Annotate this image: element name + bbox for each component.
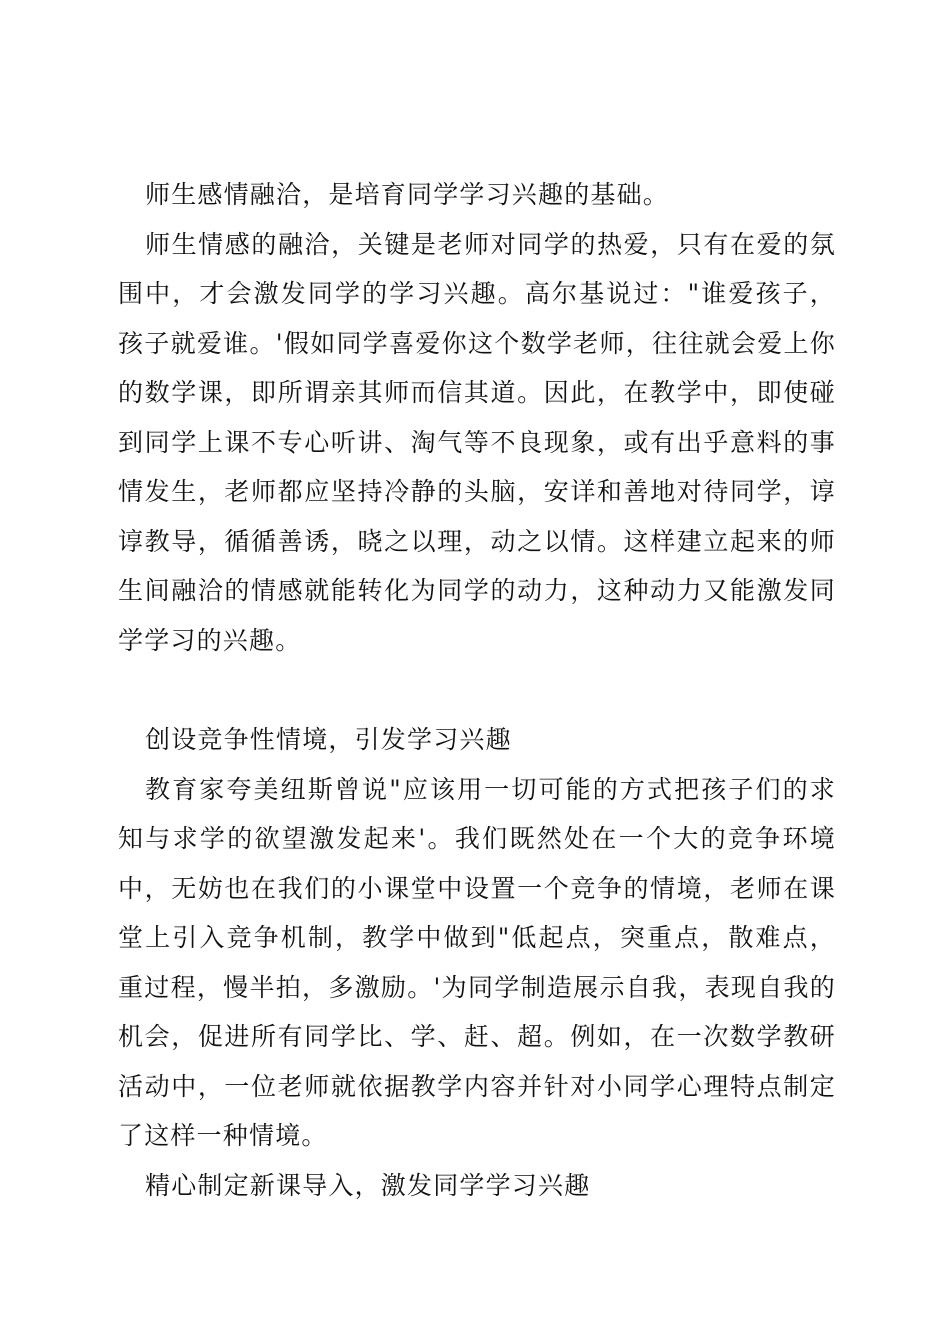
paragraph-body-1: 师生情感的融洽，关键是老师对同学的热爱，只有在爱的氛围中，才会激发同学的学习兴趣。高尔基说过："谁爱孩子，孩子就爱谁。'假如同学喜爱你这个数学老师，往往就会爱上你的数学课，即所谓亲其师而信其道。因此，在教学中，即使碰到同学上课不专心听讲、淘气等不良现象，或有出乎意料的事情发生，老师都应坚持冷静的头脑，安详和善地对待同学，谆谆教导，循循善诱，晓之以理，动之以情。这样建立起来的师生间融洽的情感就能转化为同学的动力，这种动力又能激发同学学习的兴趣。: [118, 229, 836, 655]
paragraph-heading-3: 精心制定新课导入，激发同学学习兴趣: [145, 1170, 591, 1200]
paragraph-heading-2: 创设竞争性情境，引发学习兴趣: [145, 725, 512, 754]
paragraph-body-2: 教育家夸美纽斯曾说"应该用一切可能的方式把孩子们的求知与求学的欲望激发起来'。我们既然处在一个大的竞争环境中，无妨也在我们的小课堂中设置一个竞争的情境，老师在课堂上引入竞争机制，教学中做到"低起点，突重点，散难点，重过程，慢半拍，多激励。'为同学制造展示自我，表现自我的机会，促进所有同学比、学、赶、超。例如，在一次数学教研活动中，一位老师就依据教学内容并针对小同学心理特点制定了这样一种情境。: [118, 774, 836, 1150]
document-page: [118, 170, 836, 1210]
paragraph-spacer: [118, 665, 836, 715]
paragraph-heading-1: 师生感情融洽，是培育同学学习兴趣的基础。: [145, 180, 670, 209]
